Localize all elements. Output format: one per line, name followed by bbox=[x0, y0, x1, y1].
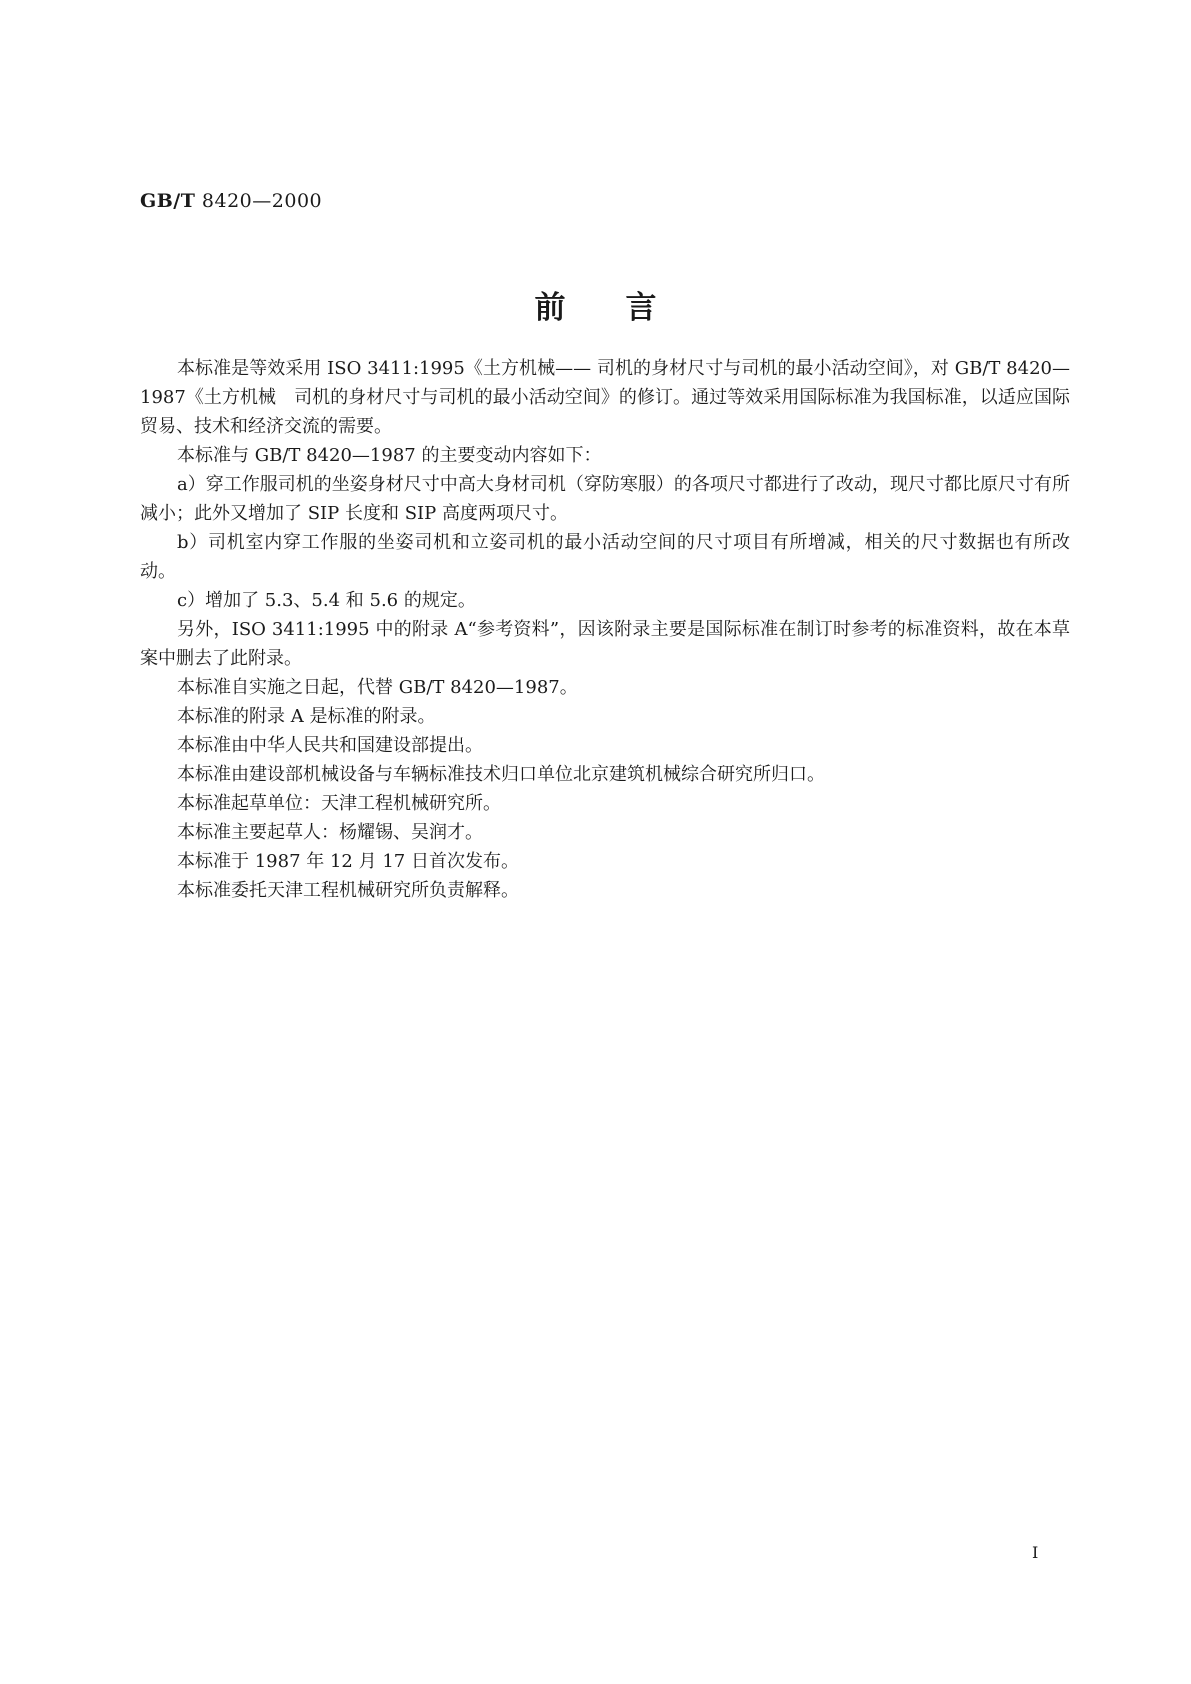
standard-code-prefix: GB/T bbox=[140, 190, 196, 212]
paragraph-10: 本标准由建设部机械设备与车辆标准技术归口单位北京建筑机械综合研究所归口。 bbox=[177, 764, 825, 785]
paragraph-9: 本标准由中华人民共和国建设部提出。 bbox=[177, 735, 483, 756]
paragraph-12: 本标准主要起草人：杨耀锡、吴润才。 bbox=[177, 822, 483, 843]
paragraph-5: c）增加了 5.3、5.4 和 5.6 的规定。 bbox=[177, 590, 476, 611]
paragraph-14: 本标准委托天津工程机械研究所负责解释。 bbox=[177, 880, 519, 901]
page-number: I bbox=[1032, 1543, 1039, 1562]
paragraph-3: a）穿工作服司机的坐姿身材尺寸中高大身材司机（穿防寒服）的各项尺寸都进行了改动，现尺寸都比原尺寸有所减小；此外又增加了 SIP 长度和 SIP 高度两项尺寸。 bbox=[140, 474, 1070, 524]
paragraph-1: 本标准是等效采用 ISO 3411:1995《土方机械—— 司机的身材尺寸与司机的最小活动空间》，对 GB/T 8420—1987《土方机械 司机的身材尺寸与司机的最小活动空间》的修订。通过等效采用国际标准为我国标准，以适应国际贸易、技术和经济交流的需要。 bbox=[140, 358, 1070, 437]
paragraph-2: 本标准与 GB/T 8420—1987 的主要变动内容如下： bbox=[177, 445, 602, 466]
paragraph-6: 另外，ISO 3411:1995 中的附录 A“参考资料”，因该附录主要是国际标准在制订时参考的标准资料，故在本草案中删去了此附录。 bbox=[140, 619, 1070, 669]
paragraph-7: 本标准自实施之日起，代替 GB/T 8420—1987。 bbox=[177, 677, 578, 698]
standard-code bbox=[140, 190, 322, 212]
paragraph-8: 本标准的附录 A 是标准的附录。 bbox=[177, 706, 436, 727]
paragraph-4: b）司机室内穿工作服的坐姿司机和立姿司机的最小活动空间的尺寸项目有所增减，相关的尺寸数据也有所改动。 bbox=[140, 532, 1070, 582]
standard-code-number: 8420—2000 bbox=[201, 190, 323, 212]
foreword-body bbox=[140, 354, 1070, 905]
paragraph-11: 本标准起草单位：天津工程机械研究所。 bbox=[177, 793, 501, 814]
page-title: 前言 bbox=[534, 290, 717, 326]
paragraph-13: 本标准于 1987 年 12 月 17 日首次发布。 bbox=[177, 851, 519, 872]
